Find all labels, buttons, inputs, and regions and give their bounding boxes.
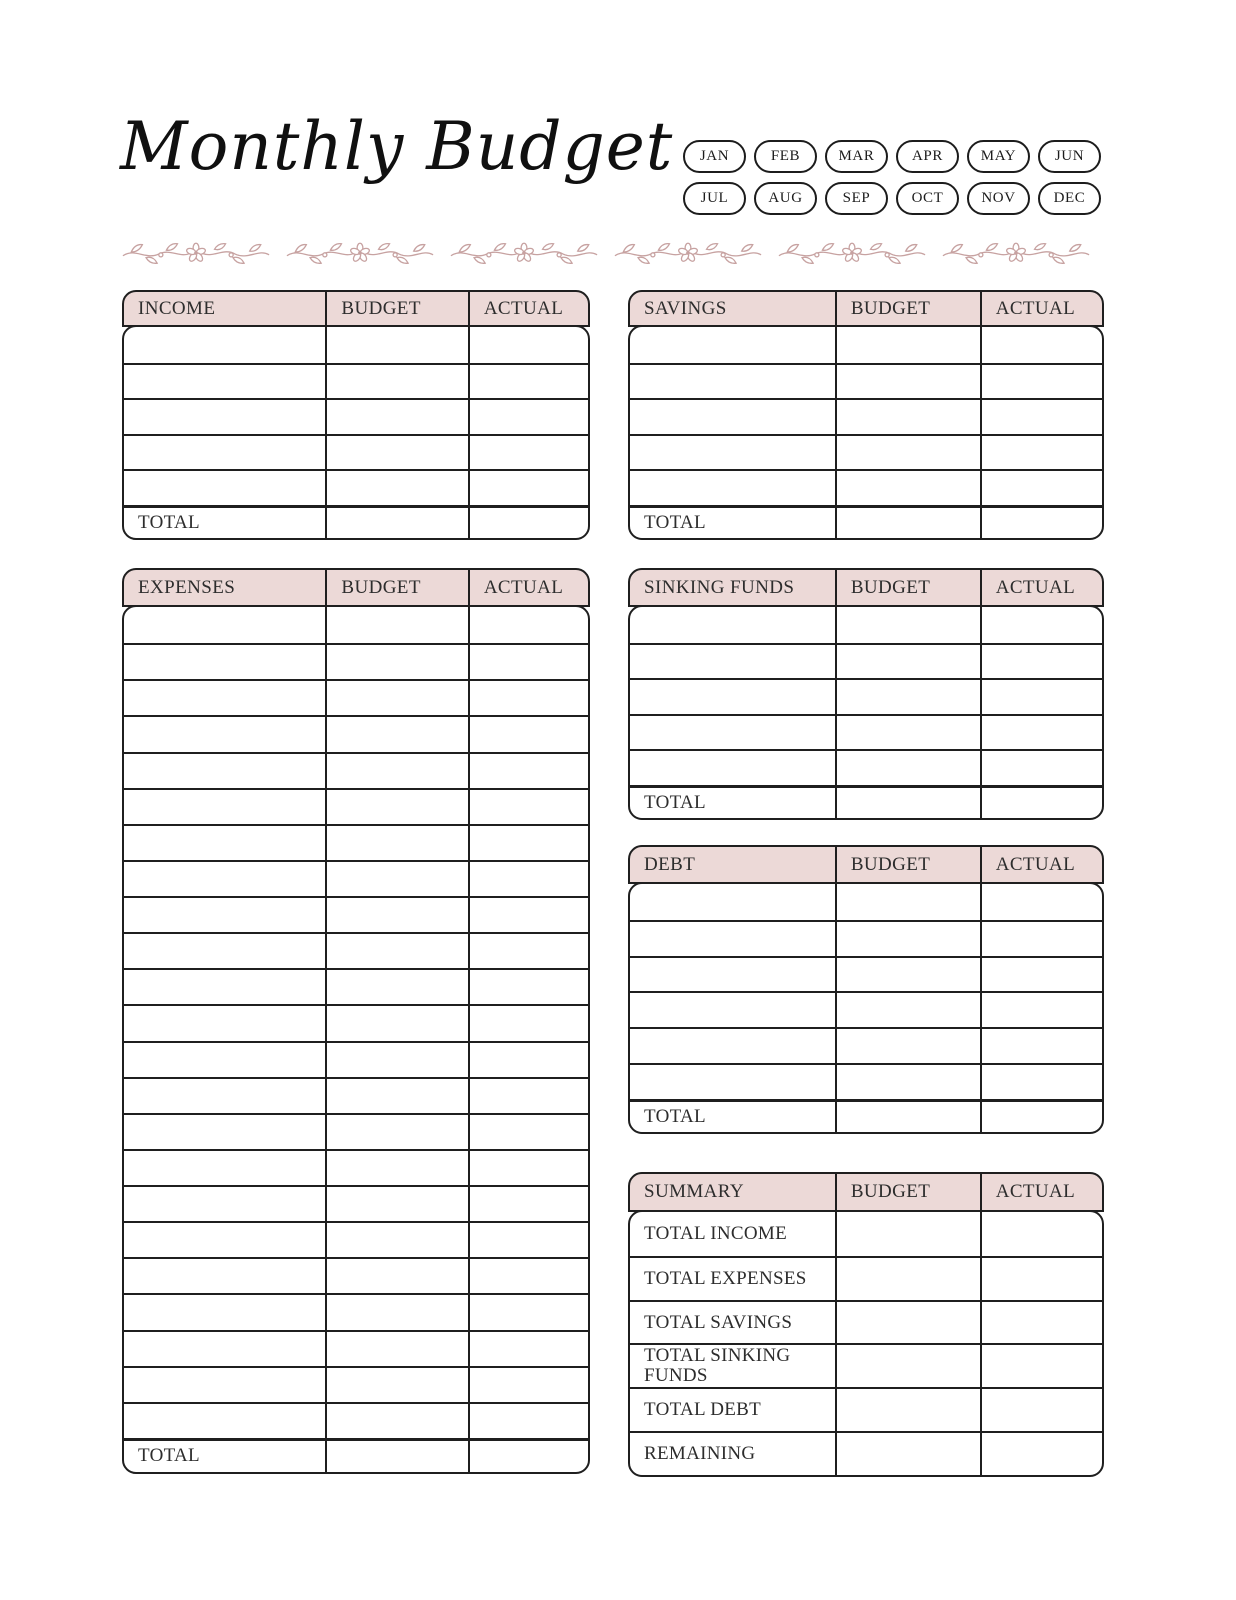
empty-cell[interactable] <box>468 934 588 968</box>
empty-cell[interactable] <box>124 607 325 643</box>
table-row <box>124 679 588 715</box>
table-row <box>630 398 1102 434</box>
empty-cell[interactable] <box>124 1151 325 1185</box>
table-row <box>124 752 588 788</box>
empty-cell[interactable] <box>835 751 980 785</box>
income-column-header: INCOME <box>138 297 216 319</box>
table-row <box>124 932 588 968</box>
debt-total-row <box>630 1099 1102 1132</box>
empty-cell[interactable] <box>835 993 980 1027</box>
summary-row-total-expenses <box>630 1256 1102 1300</box>
total-label: TOTAL <box>138 512 200 533</box>
empty-cell[interactable] <box>468 1079 588 1113</box>
empty-cell[interactable] <box>124 898 325 932</box>
empty-cell[interactable] <box>124 934 325 968</box>
empty-cell[interactable] <box>835 884 980 920</box>
table-row <box>630 607 1102 643</box>
empty-cell[interactable] <box>835 436 980 470</box>
empty-cell[interactable] <box>124 1295 325 1329</box>
empty-cell[interactable] <box>325 934 467 968</box>
empty-cell[interactable] <box>980 884 1102 920</box>
sinking-funds-table-header <box>628 568 1104 607</box>
income-total-actual-cell[interactable] <box>468 508 588 538</box>
month-pill-jun[interactable]: JUN <box>1038 140 1101 173</box>
floral-divider-icon <box>286 239 434 267</box>
empty-cell[interactable] <box>124 365 325 399</box>
budget-column-header: BUDGET <box>325 292 467 325</box>
debt-column-header: DEBT <box>644 853 696 875</box>
empty-cell[interactable] <box>630 471 835 505</box>
savings-table-body <box>628 325 1104 540</box>
empty-cell[interactable] <box>630 993 835 1027</box>
savings-column-header: SAVINGS <box>644 297 727 319</box>
savings-total-budget-cell[interactable] <box>835 508 980 538</box>
actual-column-header: ACTUAL <box>980 570 1102 605</box>
month-pill-dec[interactable]: DEC <box>1038 182 1101 215</box>
empty-cell[interactable] <box>468 365 588 399</box>
row-label: TOTAL DEBT <box>644 1399 762 1421</box>
month-pill-sep[interactable]: SEP <box>825 182 888 215</box>
table-row <box>630 991 1102 1027</box>
empty-cell[interactable] <box>835 1029 980 1063</box>
expenses-total-row <box>124 1438 588 1472</box>
empty-cell[interactable] <box>468 645 588 679</box>
empty-cell[interactable] <box>630 436 835 470</box>
empty-cell[interactable] <box>468 1187 588 1221</box>
empty-cell[interactable] <box>630 645 835 679</box>
empty-cell[interactable] <box>325 1006 467 1040</box>
table-row <box>630 469 1102 505</box>
empty-cell[interactable] <box>468 862 588 896</box>
table-row <box>124 327 588 363</box>
debt-table-body <box>628 882 1104 1134</box>
empty-cell[interactable] <box>124 1332 325 1366</box>
empty-cell[interactable] <box>630 884 835 920</box>
empty-cell[interactable] <box>468 1043 588 1077</box>
table-row <box>124 1402 588 1438</box>
empty-cell[interactable] <box>124 1079 325 1113</box>
expenses-table-header <box>122 568 590 607</box>
table-row <box>124 1077 588 1113</box>
month-pill-nov[interactable]: NOV <box>967 182 1030 215</box>
table-row <box>124 1257 588 1293</box>
table-row <box>124 434 588 470</box>
row-label: TOTAL EXPENSES <box>644 1267 807 1289</box>
month-pill-feb[interactable]: FEB <box>754 140 817 173</box>
table-row <box>124 788 588 824</box>
empty-cell[interactable] <box>835 607 980 643</box>
month-selector <box>683 140 1101 215</box>
table-row <box>630 920 1102 956</box>
empty-cell[interactable] <box>124 970 325 1004</box>
savings-total-row <box>630 505 1102 538</box>
month-pill-jul[interactable]: JUL <box>683 182 746 215</box>
empty-cell[interactable] <box>630 400 835 434</box>
empty-cell[interactable] <box>325 436 467 470</box>
empty-cell[interactable] <box>325 1151 467 1185</box>
table-row <box>124 1149 588 1185</box>
empty-cell[interactable] <box>124 681 325 715</box>
table-row <box>124 607 588 643</box>
empty-cell[interactable] <box>468 1115 588 1149</box>
empty-cell[interactable] <box>124 826 325 860</box>
empty-cell[interactable] <box>980 680 1102 714</box>
empty-cell[interactable] <box>124 327 325 363</box>
actual-column-header: ACTUAL <box>468 292 588 325</box>
debt-table-header <box>628 845 1104 884</box>
empty-cell[interactable] <box>468 754 588 788</box>
empty-cell[interactable] <box>468 400 588 434</box>
empty-cell[interactable] <box>325 400 467 434</box>
empty-cell[interactable] <box>325 717 467 751</box>
month-pill-apr[interactable]: APR <box>896 140 959 173</box>
table-row <box>124 1293 588 1329</box>
table-row <box>124 860 588 896</box>
table-row <box>124 715 588 751</box>
table-row <box>630 749 1102 785</box>
budget-column-header: BUDGET <box>325 570 467 605</box>
empty-cell[interactable] <box>835 645 980 679</box>
row-label: TOTAL SAVINGS <box>644 1311 793 1333</box>
total-label: TOTAL <box>644 1105 706 1127</box>
empty-cell[interactable] <box>124 400 325 434</box>
sinking-funds-table-body <box>628 605 1104 820</box>
summary-table <box>628 1172 1104 1477</box>
table-row <box>630 1027 1102 1063</box>
total-label: TOTAL <box>644 792 706 813</box>
empty-cell[interactable] <box>630 607 835 643</box>
empty-cell[interactable] <box>468 970 588 1004</box>
table-row <box>124 398 588 434</box>
empty-cell[interactable] <box>124 1223 325 1257</box>
empty-cell[interactable] <box>468 717 588 751</box>
empty-cell[interactable] <box>468 1223 588 1257</box>
budget-value-cell[interactable] <box>835 1302 980 1344</box>
income-total-row <box>124 505 588 538</box>
table-row <box>630 956 1102 992</box>
empty-cell[interactable] <box>124 862 325 896</box>
empty-cell[interactable] <box>980 436 1102 470</box>
empty-cell[interactable] <box>980 471 1102 505</box>
empty-cell[interactable] <box>325 1187 467 1221</box>
total-label: TOTAL <box>644 512 706 533</box>
empty-cell[interactable] <box>468 1404 588 1438</box>
income-table-body <box>122 325 590 540</box>
empty-cell[interactable] <box>630 680 835 714</box>
empty-cell[interactable] <box>468 327 588 363</box>
empty-cell[interactable] <box>124 1259 325 1293</box>
empty-cell[interactable] <box>325 1295 467 1329</box>
page-title: Monthly Budget <box>120 108 674 185</box>
empty-cell[interactable] <box>835 327 980 363</box>
budget-value-cell[interactable] <box>835 1389 980 1431</box>
actual-column-header: ACTUAL <box>980 847 1102 882</box>
table-row <box>630 434 1102 470</box>
empty-cell[interactable] <box>980 958 1102 992</box>
empty-cell[interactable] <box>468 1006 588 1040</box>
floral-divider-icon <box>450 239 598 267</box>
floral-divider-icon <box>122 239 270 267</box>
savings-table <box>628 290 1104 540</box>
empty-cell[interactable] <box>325 1332 467 1366</box>
empty-cell[interactable] <box>468 790 588 824</box>
empty-cell[interactable] <box>630 922 835 956</box>
empty-cell[interactable] <box>980 751 1102 785</box>
budget-value-cell[interactable] <box>835 1345 980 1387</box>
empty-cell[interactable] <box>980 327 1102 363</box>
empty-cell[interactable] <box>630 1065 835 1099</box>
empty-cell[interactable] <box>630 751 835 785</box>
summary-row-remaining <box>630 1431 1102 1475</box>
floral-divider-icon <box>778 239 926 267</box>
total-label: TOTAL <box>138 1445 200 1467</box>
empty-cell[interactable] <box>325 607 467 643</box>
empty-cell[interactable] <box>325 826 467 860</box>
empty-cell[interactable] <box>835 922 980 956</box>
sinking-funds-total-actual-cell[interactable] <box>980 788 1102 818</box>
budget-column-header: BUDGET <box>835 1174 980 1210</box>
table-row <box>630 327 1102 363</box>
sinking-funds-total-row <box>630 785 1102 818</box>
summary-row-total-debt <box>630 1387 1102 1431</box>
empty-cell[interactable] <box>835 680 980 714</box>
actual-value-cell[interactable] <box>980 1345 1102 1387</box>
row-label: REMAINING <box>644 1442 756 1464</box>
empty-cell[interactable] <box>980 645 1102 679</box>
empty-cell[interactable] <box>835 400 980 434</box>
empty-cell[interactable] <box>468 681 588 715</box>
summary-table-body <box>628 1210 1104 1477</box>
empty-cell[interactable] <box>980 993 1102 1027</box>
empty-cell[interactable] <box>980 922 1102 956</box>
empty-cell[interactable] <box>468 826 588 860</box>
empty-cell[interactable] <box>468 436 588 470</box>
budget-value-cell[interactable] <box>835 1258 980 1300</box>
row-label: TOTAL INCOME <box>644 1222 787 1244</box>
table-row <box>124 469 588 505</box>
actual-column-header: ACTUAL <box>980 292 1102 325</box>
empty-cell[interactable] <box>835 365 980 399</box>
empty-cell[interactable] <box>835 958 980 992</box>
empty-cell[interactable] <box>630 716 835 750</box>
empty-cell[interactable] <box>124 471 325 505</box>
table-row <box>124 1113 588 1149</box>
empty-cell[interactable] <box>630 365 835 399</box>
summary-row-total-savings <box>630 1300 1102 1344</box>
empty-cell[interactable] <box>124 436 325 470</box>
table-row <box>630 884 1102 920</box>
expenses-column-header: EXPENSES <box>138 576 236 598</box>
table-row <box>124 968 588 1004</box>
expenses-total-actual-cell[interactable] <box>468 1441 588 1472</box>
empty-cell[interactable] <box>468 1368 588 1402</box>
summary-column-header: SUMMARY <box>644 1181 744 1202</box>
table-row <box>124 1366 588 1402</box>
empty-cell[interactable] <box>325 1223 467 1257</box>
actual-column-header: ACTUAL <box>980 1174 1102 1210</box>
actual-value-cell[interactable] <box>980 1389 1102 1431</box>
floral-divider-icon <box>942 239 1090 267</box>
month-pill-mar[interactable]: MAR <box>825 140 888 173</box>
summary-row-total-sinking-funds <box>630 1343 1102 1387</box>
empty-cell[interactable] <box>980 400 1102 434</box>
table-row <box>124 1041 588 1077</box>
expenses-total-budget-cell[interactable] <box>325 1441 467 1472</box>
table-row <box>124 1004 588 1040</box>
sinking-funds-total-budget-cell[interactable] <box>835 788 980 818</box>
table-row <box>124 1221 588 1257</box>
table-row <box>124 643 588 679</box>
empty-cell[interactable] <box>980 716 1102 750</box>
savings-total-actual-cell[interactable] <box>980 508 1102 538</box>
empty-cell[interactable] <box>325 1079 467 1113</box>
table-row <box>124 1330 588 1366</box>
empty-cell[interactable] <box>325 1368 467 1402</box>
debt-total-budget-cell[interactable] <box>835 1102 980 1132</box>
summary-row-total-income <box>630 1212 1102 1256</box>
empty-cell[interactable] <box>325 754 467 788</box>
empty-cell[interactable] <box>630 958 835 992</box>
empty-cell[interactable] <box>468 471 588 505</box>
table-row <box>630 714 1102 750</box>
empty-cell[interactable] <box>325 645 467 679</box>
table-row <box>124 896 588 932</box>
table-row <box>630 1063 1102 1099</box>
empty-cell[interactable] <box>325 365 467 399</box>
income-table-header <box>122 290 590 327</box>
empty-cell[interactable] <box>325 471 467 505</box>
empty-cell[interactable] <box>325 898 467 932</box>
empty-cell[interactable] <box>835 1065 980 1099</box>
empty-cell[interactable] <box>325 327 467 363</box>
empty-cell[interactable] <box>124 645 325 679</box>
empty-cell[interactable] <box>630 327 835 363</box>
actual-value-cell[interactable] <box>980 1212 1102 1256</box>
budget-column-header: BUDGET <box>835 847 980 882</box>
budget-value-cell[interactable] <box>835 1212 980 1256</box>
budget-column-header: BUDGET <box>835 570 980 605</box>
month-pill-oct[interactable]: OCT <box>896 182 959 215</box>
empty-cell[interactable] <box>325 1115 467 1149</box>
floral-divider <box>122 238 1090 268</box>
month-pill-may[interactable]: MAY <box>967 140 1030 173</box>
table-row <box>124 824 588 860</box>
empty-cell[interactable] <box>325 970 467 1004</box>
empty-cell[interactable] <box>630 1029 835 1063</box>
empty-cell[interactable] <box>124 790 325 824</box>
empty-cell[interactable] <box>468 607 588 643</box>
empty-cell[interactable] <box>124 717 325 751</box>
debt-table <box>628 845 1104 1134</box>
empty-cell[interactable] <box>468 898 588 932</box>
empty-cell[interactable] <box>468 1151 588 1185</box>
empty-cell[interactable] <box>325 1259 467 1293</box>
empty-cell[interactable] <box>980 1065 1102 1099</box>
empty-cell[interactable] <box>325 1404 467 1438</box>
empty-cell[interactable] <box>980 365 1102 399</box>
savings-table-header <box>628 290 1104 327</box>
income-table <box>122 290 590 540</box>
summary-table-header <box>628 1172 1104 1212</box>
row-label: TOTAL SINKING FUNDS <box>644 1345 791 1387</box>
empty-cell[interactable] <box>325 862 467 896</box>
income-total-budget-cell[interactable] <box>325 508 467 538</box>
sinking-funds-column-header: SINKING FUNDS <box>644 576 795 598</box>
debt-total-actual-cell[interactable] <box>980 1102 1102 1132</box>
table-row <box>630 678 1102 714</box>
empty-cell[interactable] <box>124 1368 325 1402</box>
table-row <box>124 363 588 399</box>
empty-cell[interactable] <box>468 1295 588 1329</box>
month-pill-jan[interactable]: JAN <box>683 140 746 173</box>
empty-cell[interactable] <box>980 1029 1102 1063</box>
empty-cell[interactable] <box>325 1043 467 1077</box>
empty-cell[interactable] <box>124 1006 325 1040</box>
actual-value-cell[interactable] <box>980 1258 1102 1300</box>
budget-column-header: BUDGET <box>835 292 980 325</box>
empty-cell[interactable] <box>468 1259 588 1293</box>
empty-cell[interactable] <box>124 1043 325 1077</box>
budget-value-cell[interactable] <box>835 1433 980 1475</box>
empty-cell[interactable] <box>980 607 1102 643</box>
empty-cell[interactable] <box>835 716 980 750</box>
sinking-funds-table <box>628 568 1104 820</box>
expenses-table-body <box>122 605 590 1474</box>
table-row <box>630 643 1102 679</box>
actual-column-header: ACTUAL <box>468 570 588 605</box>
empty-cell[interactable] <box>124 754 325 788</box>
empty-cell[interactable] <box>124 1115 325 1149</box>
floral-divider-icon <box>614 239 762 267</box>
month-pill-aug[interactable]: AUG <box>754 182 817 215</box>
expenses-table <box>122 568 590 1474</box>
table-row <box>630 363 1102 399</box>
empty-cell[interactable] <box>835 471 980 505</box>
empty-cell[interactable] <box>124 1404 325 1438</box>
empty-cell[interactable] <box>325 681 467 715</box>
empty-cell[interactable] <box>468 1332 588 1366</box>
actual-value-cell[interactable] <box>980 1433 1102 1475</box>
empty-cell[interactable] <box>325 790 467 824</box>
table-row <box>124 1185 588 1221</box>
actual-value-cell[interactable] <box>980 1302 1102 1344</box>
empty-cell[interactable] <box>124 1187 325 1221</box>
